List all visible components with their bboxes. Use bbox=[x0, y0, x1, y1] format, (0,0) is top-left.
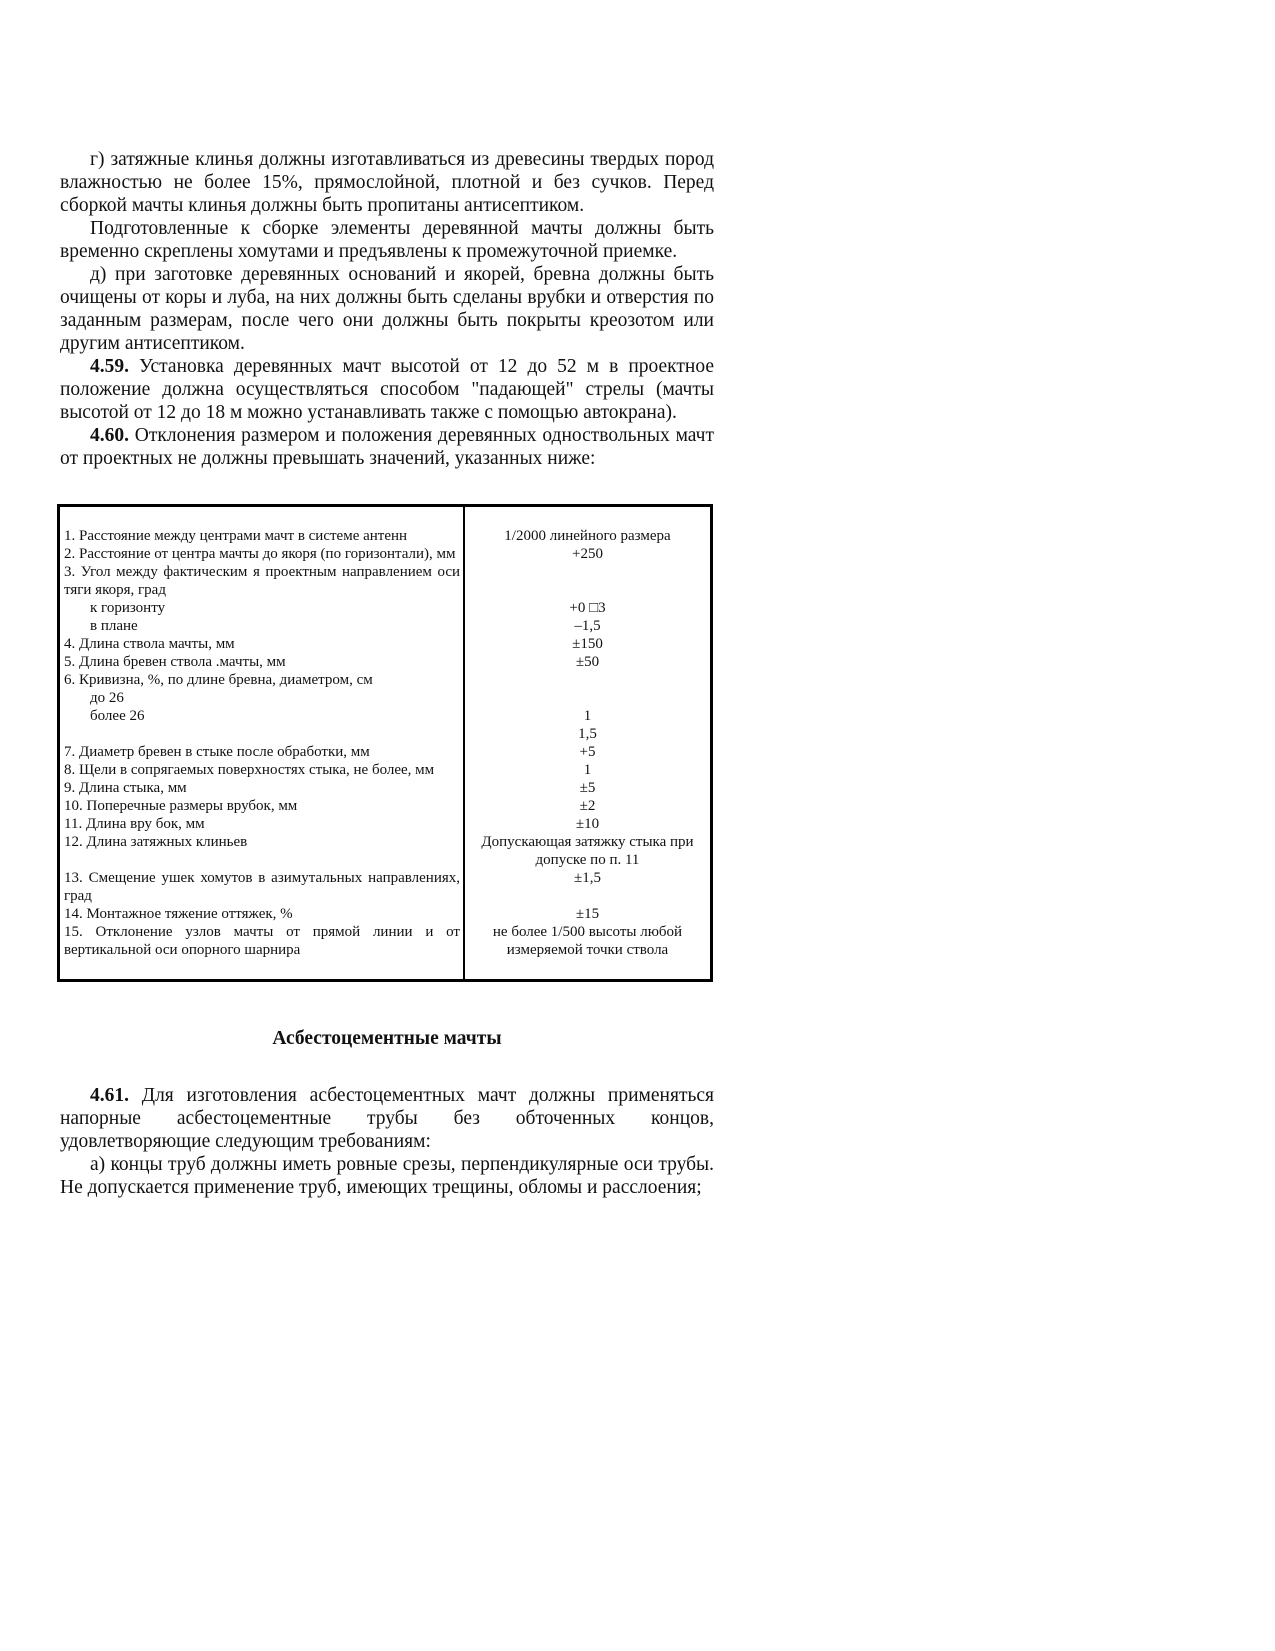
paragraph bbox=[60, 148, 714, 217]
table-row bbox=[59, 833, 712, 869]
paragraph bbox=[60, 424, 714, 470]
tolerance-cell bbox=[464, 653, 712, 671]
tolerance-cell bbox=[464, 506, 712, 546]
tolerance-cell bbox=[464, 671, 712, 743]
tolerance-cell bbox=[464, 869, 712, 905]
parameter-cell bbox=[59, 869, 465, 905]
table-row bbox=[59, 761, 712, 779]
paragraphs-top bbox=[60, 148, 714, 470]
tolerance-cell bbox=[464, 779, 712, 797]
clause-number: 4.60. bbox=[90, 425, 129, 446]
tolerance-cell bbox=[464, 797, 712, 815]
parameter-cell bbox=[59, 545, 465, 563]
tolerance-cell bbox=[464, 833, 712, 869]
clause-number: 4.59. bbox=[90, 356, 129, 377]
paragraph-text: Для изготовления асбестоцементных мачт должны применяться напорные асбестоцементные трубы без обточенных концов, удовлетворяющие следующим требованиям: bbox=[60, 1085, 714, 1152]
tolerance-cell bbox=[464, 545, 712, 563]
tolerance-value: Допускающая затяжку стыка при допуске по п. 11 bbox=[481, 834, 694, 868]
parameter-cell bbox=[59, 923, 465, 981]
parameter-cell bbox=[59, 815, 465, 833]
table-row bbox=[59, 743, 712, 761]
table-row bbox=[59, 563, 712, 635]
clause-number: 4.61. bbox=[90, 1085, 129, 1106]
parameter-text: 1. Расстояние между центрами мачт в системе антенн bbox=[64, 528, 408, 544]
parameter-text: 9. Длина стыка, мм bbox=[64, 780, 187, 796]
parameter-text: 14. Монтажное тяжение оттяжек, % bbox=[64, 906, 293, 922]
parameter-cell bbox=[59, 761, 465, 779]
table-row bbox=[59, 797, 712, 815]
tolerance-cell bbox=[464, 635, 712, 653]
tolerance-value: не более 1/500 высоты любой измеряемой точки ствола bbox=[492, 924, 683, 958]
paragraph-text: Отклонения размером и положения деревянных одноствольных мачт от проектных не должны превышать значений, указанных ниже: bbox=[60, 425, 714, 469]
paragraph-text: Установка деревянных мачт высотой от 12 до 52 м в проектное положение должна осуществляться способом "падающей" стрелы (мачты высотой от 12 до 18 м можно устанавливать также с помощью автокрана). bbox=[60, 356, 714, 423]
table-row bbox=[59, 635, 712, 653]
parameter-text: 11. Длина вру бок, мм bbox=[64, 816, 205, 832]
parameter-cell bbox=[59, 563, 465, 635]
tolerance-value: 1 bbox=[583, 762, 592, 778]
tolerance-subvalue: +0 □3 bbox=[569, 600, 606, 616]
table-row bbox=[59, 779, 712, 797]
tolerance-table bbox=[57, 504, 713, 982]
parameter-cell bbox=[59, 671, 465, 743]
paragraph bbox=[60, 263, 714, 355]
parameter-cell bbox=[59, 797, 465, 815]
parameter-subitem: до 26 bbox=[90, 690, 124, 706]
parameter-text: 10. Поперечные размеры врубок, мм bbox=[64, 798, 298, 814]
document-page bbox=[60, 148, 714, 1199]
parameter-cell bbox=[59, 635, 465, 653]
tolerance-value: ±1,5 bbox=[574, 870, 601, 886]
tolerance-cell bbox=[464, 923, 712, 981]
parameter-cell bbox=[59, 653, 465, 671]
table-row bbox=[59, 545, 712, 563]
paragraph-text: а) концы труб должны иметь ровные срезы, перпендикулярные оси трубы. Не допускается применение труб, имеющих трещины, обломы и расслоения; bbox=[60, 1154, 714, 1198]
parameter-text: 13. Смещение ушек хомутов в азимутальных направлениях, град bbox=[64, 870, 460, 904]
paragraph bbox=[60, 1153, 714, 1199]
paragraph-text: г) затяжные клинья должны изготавливаться из древесины твердых пород влажностью не более 15%, прямослойной, плотной и без сучков. Перед сборкой мачты клинья должны быть пропитаны антисептиком. bbox=[60, 149, 714, 216]
table-row bbox=[59, 923, 712, 981]
tolerance-cell bbox=[464, 761, 712, 779]
table-row bbox=[59, 815, 712, 833]
tolerance-value: ±15 bbox=[575, 906, 600, 922]
tolerance-value: +250 bbox=[572, 546, 603, 562]
tolerance-cell bbox=[464, 563, 712, 635]
parameter-text: 7. Диаметр бревен в стыке после обработки, мм bbox=[64, 744, 370, 760]
table-row bbox=[59, 671, 712, 743]
paragraph-text: Подготовленные к сборке элементы деревянной мачты должны быть временно скреплены хомутами и предъявлены к промежуточной приемке. bbox=[60, 218, 714, 262]
paragraph bbox=[60, 355, 714, 424]
tolerance-subvalue: 1,5 bbox=[578, 726, 597, 742]
tolerance-value: ±2 bbox=[579, 798, 596, 814]
tolerance-spacer bbox=[473, 563, 702, 599]
parameter-cell bbox=[59, 905, 465, 923]
tolerance-value: +5 bbox=[579, 744, 596, 760]
tolerance-spacer bbox=[473, 671, 702, 707]
parameter-cell bbox=[59, 833, 465, 869]
parameter-text: 3. Угол между фактическим я проектным направлением оси тяги якоря, град bbox=[64, 564, 460, 598]
paragraph-text: д) при заготовке деревянных оснований и якорей, бревна должны быть очищены от коры и луба, на них должны быть сделаны врубки и отверстия по заданным размерам, после чего они должны быть покрыты креозотом или другим антисептиком. bbox=[60, 264, 714, 354]
parameter-cell bbox=[59, 506, 465, 546]
table-row bbox=[59, 869, 712, 905]
tolerance-subvalue: –1,5 bbox=[574, 618, 601, 634]
tolerance-subvalue: 1 bbox=[583, 708, 592, 724]
tolerance-value: ±50 bbox=[575, 654, 600, 670]
parameter-text: 2. Расстояние от центра мачты до якоря (по горизонтали), мм bbox=[64, 546, 456, 562]
tolerance-cell bbox=[464, 905, 712, 923]
parameter-subitem: более 26 bbox=[90, 708, 145, 724]
tolerance-value: 1/2000 линейного размера bbox=[504, 528, 671, 544]
table-row bbox=[59, 653, 712, 671]
parameter-subitem: в плане bbox=[90, 618, 138, 634]
parameter-text: 6. Кривизна, %, по длине бревна, диаметром, см bbox=[64, 672, 373, 688]
paragraph bbox=[60, 217, 714, 263]
parameter-text: 5. Длина бревен ствола .мачты, мм bbox=[64, 654, 286, 670]
paragraphs-bottom bbox=[60, 1084, 714, 1199]
tolerance-cell bbox=[464, 815, 712, 833]
parameter-text: 15. Отклонение узлов мачты от прямой линии и от вертикальной оси опорного шарнира bbox=[64, 924, 460, 958]
parameter-cell bbox=[59, 743, 465, 761]
paragraph bbox=[60, 1084, 714, 1153]
tolerance-value: ±10 bbox=[575, 816, 600, 832]
parameter-subitem: к горизонту bbox=[90, 600, 166, 616]
parameter-cell bbox=[59, 779, 465, 797]
section-heading: Асбестоцементные мачты bbox=[272, 1028, 502, 1049]
parameter-text: 4. Длина ствола мачты, мм bbox=[64, 636, 235, 652]
parameter-text: 12. Длина затяжных клиньев bbox=[64, 834, 248, 850]
parameter-text: 8. Щели в сопрягаемых поверхностях стыка, не более, мм bbox=[64, 762, 435, 778]
table-row bbox=[59, 506, 712, 546]
tolerance-cell bbox=[464, 743, 712, 761]
tolerance-value: ±150 bbox=[572, 636, 603, 652]
table-row bbox=[59, 905, 712, 923]
tolerance-value: ±5 bbox=[579, 780, 596, 796]
